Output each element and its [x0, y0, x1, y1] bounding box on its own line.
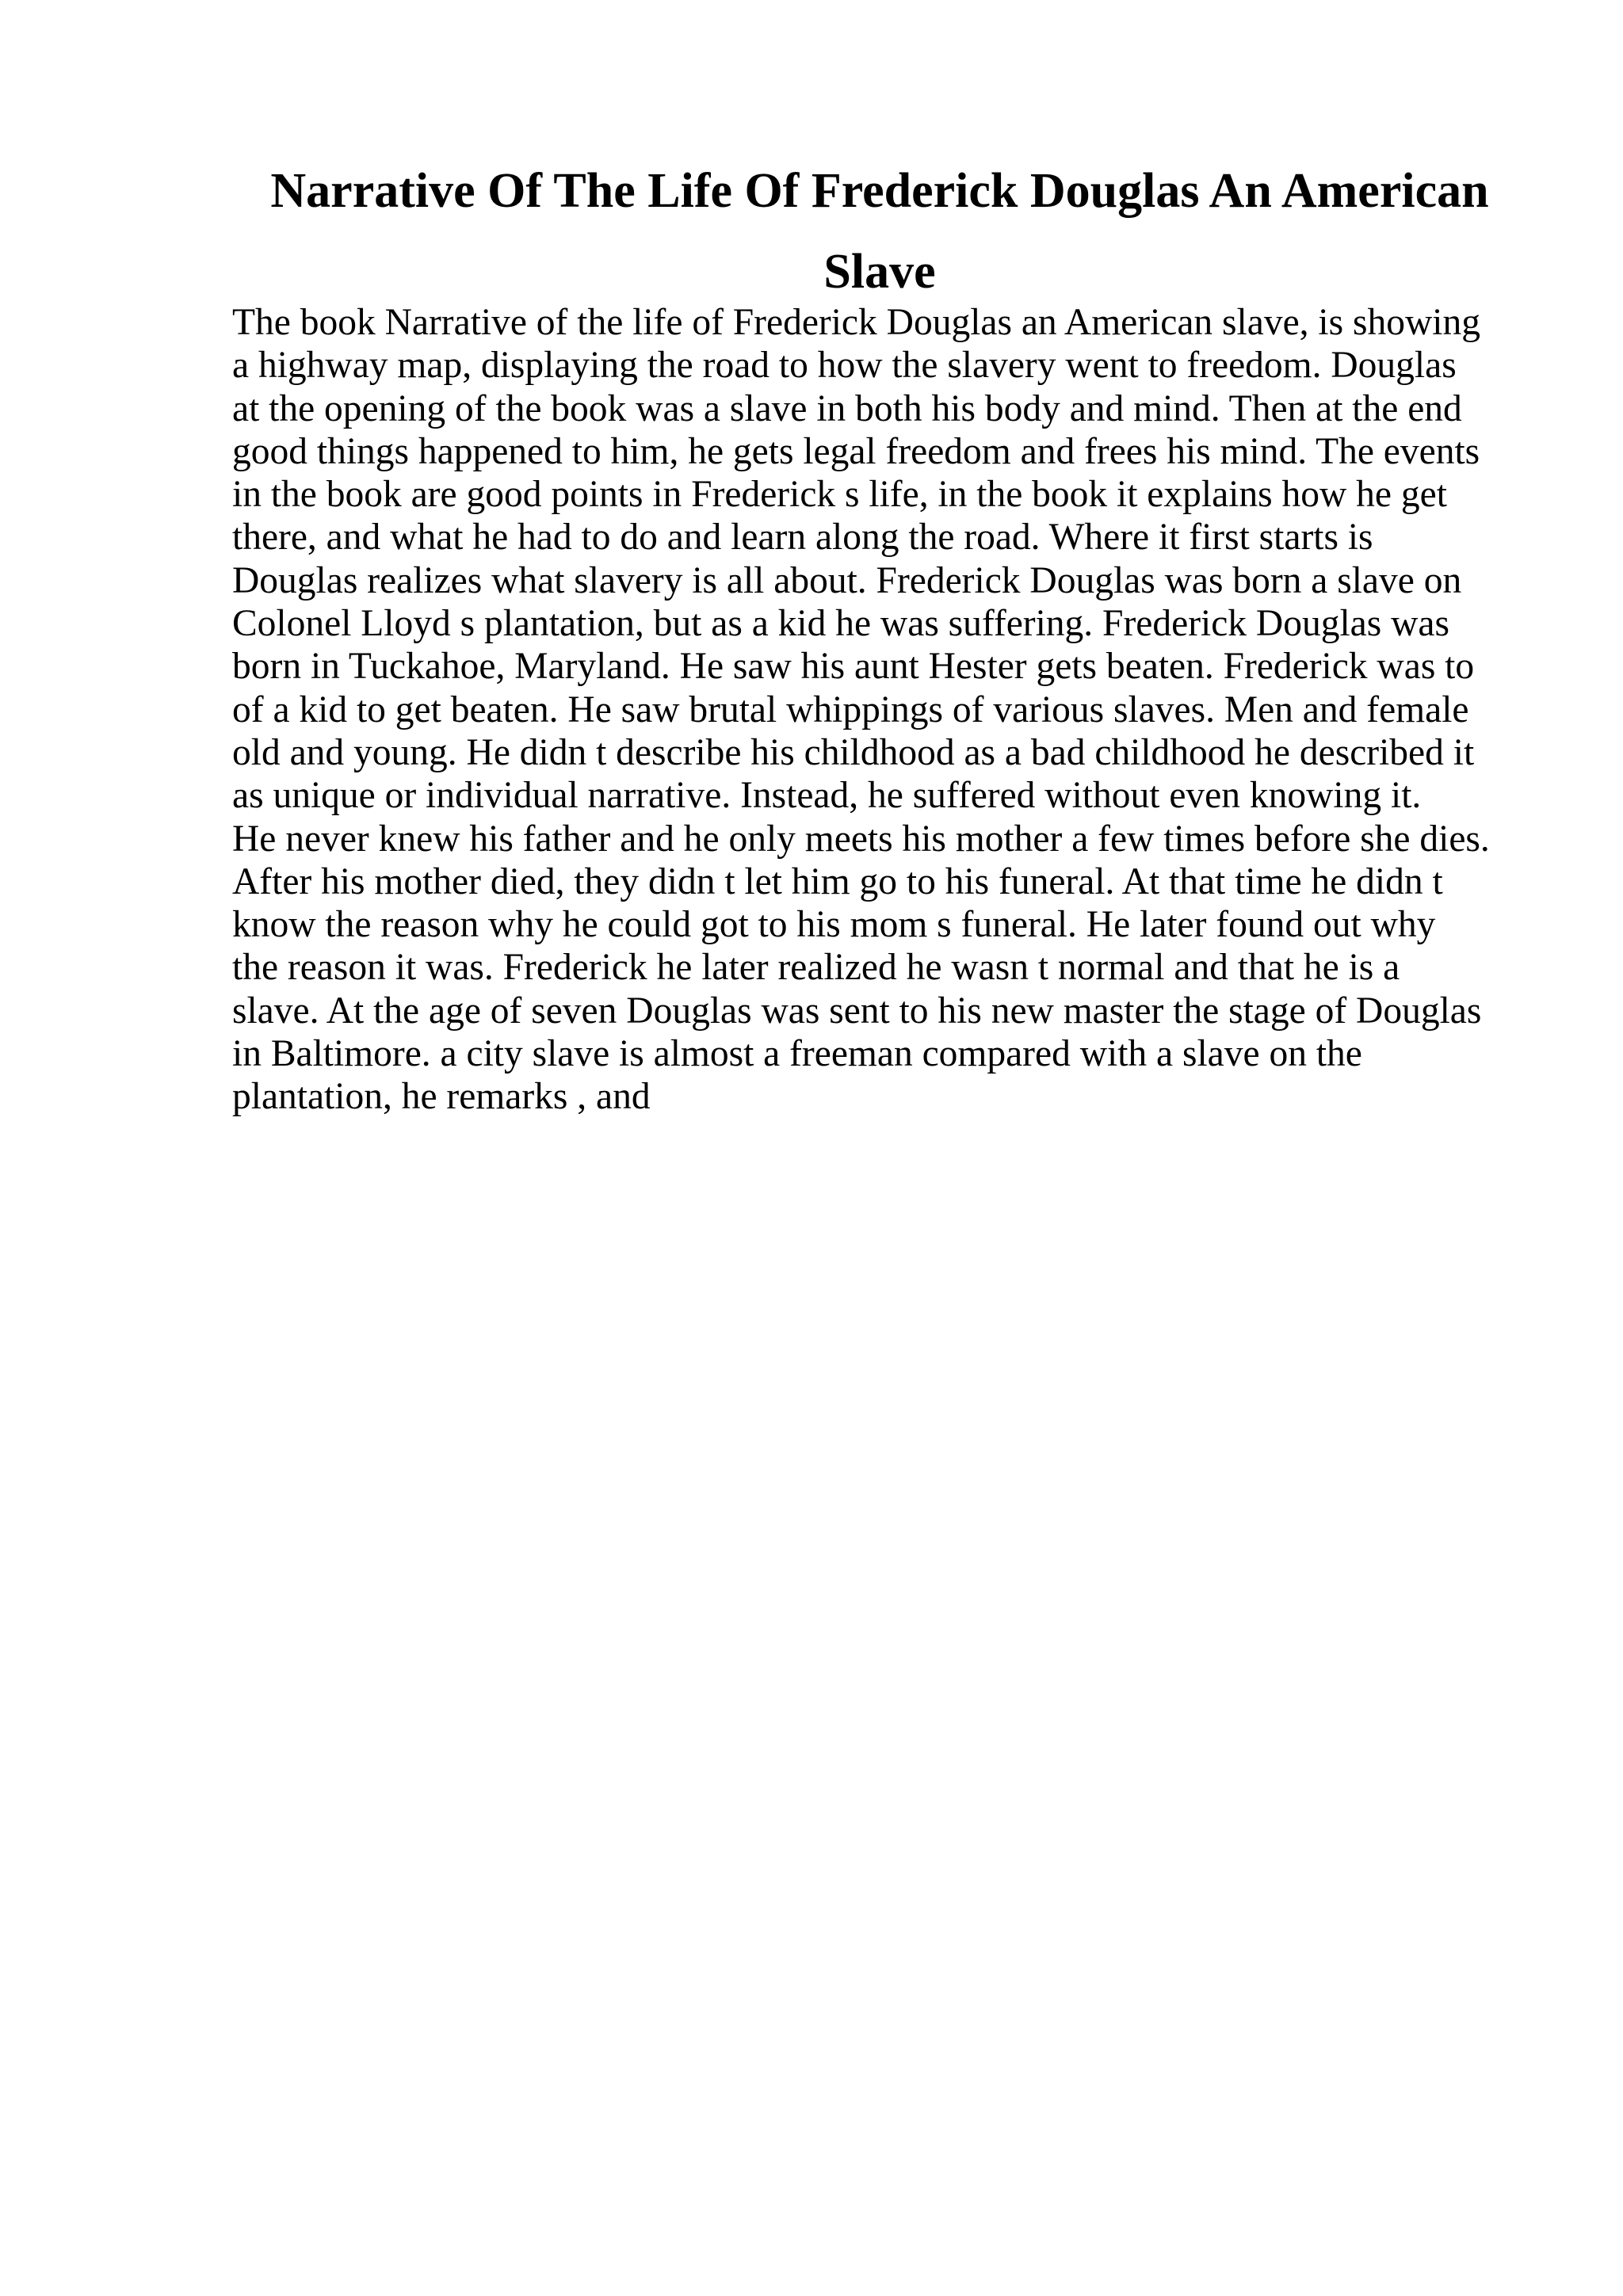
document-body — [232, 301, 1490, 1119]
body-line: Colonel Lloyd s plantation, but as a kid he was suffering. Frederick Douglas was — [232, 603, 1449, 645]
body-line: Douglas realizes what slavery is all about. Frederick Douglas was born a slave on — [232, 559, 1462, 601]
body-line: slave. At the age of seven Douglas was sent to his new master the stage of Douglas — [232, 990, 1482, 1032]
body-line: born in Tuckahoe, Maryland. He saw his aunt Hester gets beaten. Frederick was to — [232, 646, 1475, 688]
body-line: old and young. He didn t describe his childhood as a bad childhood he described it — [232, 731, 1475, 773]
body-line: there, and what he had to do and learn along the road. Where it first starts is — [232, 517, 1373, 559]
body-line: After his mother died, they didn t let him go to his funeral. At that time he didn t — [232, 860, 1443, 902]
body-line: The book Narrative of the life of Frederick Douglas an American slave, is showing — [232, 302, 1480, 343]
body-line: plantation, he remarks , and — [232, 1076, 651, 1118]
body-line: know the reason why he could got to his mom s funeral. He later found out why — [232, 904, 1436, 946]
body-line: the reason it was. Frederick he later realized he wasn t normal and that he is a — [232, 947, 1400, 989]
document-title: Narrative Of The Life Of Frederick Douglas An American Slave — [270, 164, 1489, 299]
body-line: in Baltimore. a city slave is almost a freeman compared with a slave on the — [232, 1033, 1362, 1075]
body-line: in the book are good points in Frederick s life, in the book it explains how he get — [232, 474, 1447, 516]
body-line: of a kid to get beaten. He saw brutal whippings of various slaves. Men and female — [232, 688, 1469, 730]
body-line: He never knew his father and he only meets his mother a few times before she dies. — [232, 818, 1490, 860]
body-line: as unique or individual narrative. Instead, he suffered without even knowing it. — [232, 775, 1422, 817]
body-line: a highway map, displaying the road to how the slavery went to freedom. Douglas — [232, 345, 1457, 387]
body-line: good things happened to him, he gets legal freedom and frees his mind. The events — [232, 430, 1480, 472]
body-line: at the opening of the book was a slave in both his body and mind. Then at the end — [232, 387, 1462, 429]
